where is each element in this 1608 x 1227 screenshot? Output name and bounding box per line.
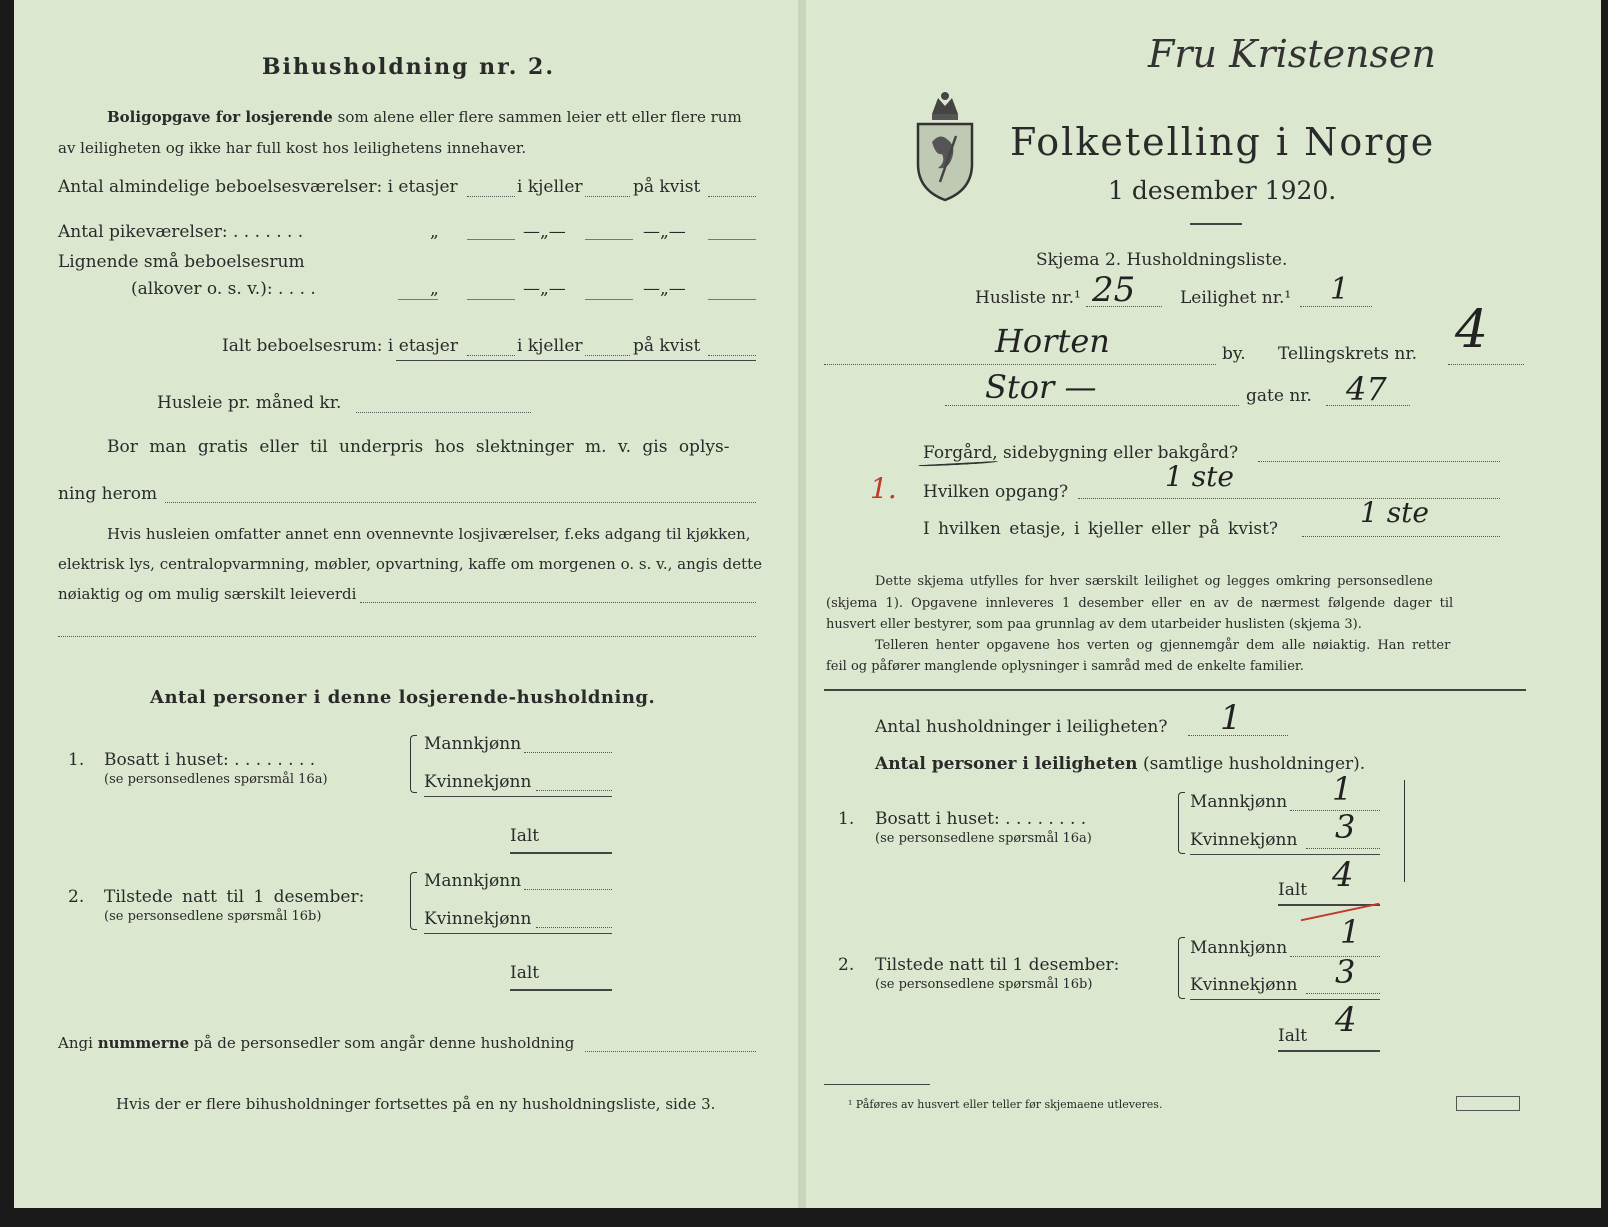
left-q2-label: Tilstede natt til 1 desember:	[104, 887, 365, 907]
left-q1-mann-label: Mannkjønn	[424, 734, 522, 754]
forgaard-label: Forgård, sidebygning eller bakgård?	[923, 443, 1239, 463]
left-q2-brace	[410, 872, 417, 930]
left-q1-rule	[424, 795, 612, 797]
right-q1-mann-label: Mannkjønn	[1190, 792, 1288, 812]
husholdninger-label: Antal husholdninger i leiligheten?	[875, 717, 1168, 737]
husholdninger-field[interactable]	[1188, 734, 1288, 736]
leieverdi-field-2[interactable]	[58, 635, 756, 637]
gratis-field[interactable]	[165, 501, 756, 503]
info-line-2: (skjema 1). Opgavene innleveres 1 desember eller en av de nærmest følgende dager til	[826, 596, 1454, 611]
ialt-kvist-label: på kvist	[633, 336, 701, 356]
intro-rest: som alene eller flere sammen leier ett eller flere rum	[337, 108, 742, 126]
right-q2-mann-value: 1	[1340, 913, 1361, 951]
left-q1-kvinne-field[interactable]	[536, 789, 612, 791]
leieverdi-field[interactable]	[360, 601, 756, 603]
gate-nr-field[interactable]	[1326, 404, 1410, 406]
ialt-etasjer-field[interactable]	[467, 354, 515, 356]
rooms-kjeller-field[interactable]	[585, 195, 630, 197]
ialt-rooms-label: Ialt beboelsesrum: i etasjer	[222, 336, 458, 356]
left-q2-kvinne-field[interactable]	[536, 926, 612, 928]
angi-1: Angi	[58, 1034, 93, 1052]
footnote-rule	[824, 1083, 930, 1085]
by-label: by.	[1222, 344, 1246, 364]
right-persons-heading-rest: (samtlige husholdninger).	[1142, 754, 1366, 774]
husleie-field[interactable]	[356, 411, 531, 413]
rooms-kjeller-label: i kjeller	[517, 177, 583, 197]
right-q2-mann-label: Mannkjønn	[1190, 938, 1288, 958]
right-q1-ialt-value: 4	[1332, 855, 1354, 895]
pike-label: Antal pikeværelser: . . . . . . .	[58, 222, 304, 242]
right-q2-kvinne-field[interactable]	[1306, 992, 1380, 994]
intro-bold: Boligopgave for losjerende	[107, 108, 333, 126]
rooms-kvist-label: på kvist	[633, 177, 701, 197]
right-q1-mann-value: 1	[1332, 770, 1353, 808]
opgang-label: Hvilken opgang?	[923, 482, 1069, 502]
by-value: Horten	[995, 322, 1110, 360]
left-q2-mann-label: Mannkjønn	[424, 871, 522, 891]
left-q1-label: Bosatt i huset: . . . . . . . .	[104, 750, 316, 770]
small-rooms-label-1: Lignende små beboelsesrum	[58, 252, 305, 272]
left-persons-heading: Antal personer i denne losjerende-husholdning.	[150, 687, 656, 708]
left-q1-ialt-label: Ialt	[510, 826, 540, 846]
left-footer: Hvis der er flere bihusholdninger fortsettes på en ny husholdningsliste, side 3.	[116, 1095, 716, 1113]
leilighet-label: Leilighet nr.¹	[1180, 288, 1292, 308]
left-q2-kvinne-label: Kvinnekjønn	[424, 909, 532, 929]
right-date: 1 desember 1920.	[1108, 176, 1337, 205]
krets-field[interactable]	[1448, 363, 1524, 365]
right-q1-kvinne-value: 3	[1335, 808, 1356, 846]
right-q2-label: Tilstede natt til 1 desember:	[875, 955, 1120, 975]
left-q1-sub: (se personsedlenes spørsmål 16a)	[104, 772, 328, 787]
right-q2-kvinne-label: Kvinnekjønn	[1190, 975, 1298, 995]
right-q1-label: Bosatt i huset: . . . . . . . .	[875, 809, 1087, 829]
right-q2-kvinne-value: 3	[1335, 953, 1356, 991]
husliste-label: Husliste nr.¹	[975, 288, 1081, 308]
right-q2-ialt-value: 4	[1335, 1000, 1357, 1040]
para-line-1: Hvis husleien omfatter annet enn ovennevnte losjiværelser, f.eks adgang til kjøkken,	[107, 525, 751, 543]
left-q2-rule	[424, 932, 612, 934]
info-line-5: feil og påfører manglende oplysninger i samråd med de enkelte familier.	[826, 659, 1304, 674]
small-ditto-1: „	[430, 279, 439, 299]
printer-stamp	[1456, 1096, 1520, 1111]
info-line-3: husvert eller bestyrer, som paa grunnlag av dem utarbeider huslisten (skjema 3).	[826, 617, 1362, 632]
title-divider	[1190, 222, 1242, 225]
etasje-value: 1 ste	[1360, 496, 1429, 529]
ialt-underline	[396, 359, 756, 361]
gate-field[interactable]	[945, 404, 1239, 406]
rooms-label: Antal almindelige beboelsesværelser: i etasjer	[58, 177, 458, 197]
left-title: Bihusholdning nr. 2.	[262, 54, 555, 80]
husliste-field[interactable]	[1086, 305, 1162, 307]
gate-label: gate nr.	[1246, 386, 1312, 406]
intro-line-2: av leiligheten og ikke har full kost hos leilighetens innehaver.	[58, 139, 527, 157]
right-q1-kvinne-field[interactable]	[1306, 847, 1380, 849]
krets-label: Tellingskrets nr.	[1278, 344, 1418, 364]
rooms-kvist-field[interactable]	[708, 195, 756, 197]
angi-line	[58, 1034, 574, 1052]
etasje-label: I hvilken etasje, i kjeller eller på kvist?	[923, 519, 1279, 539]
small-etasjer-field[interactable]	[467, 298, 515, 300]
small-ditto-3: —„—	[643, 279, 686, 299]
left-q1-ialt-field[interactable]	[510, 851, 612, 854]
small-kvist-field[interactable]	[708, 298, 756, 300]
pike-kjeller-field[interactable]	[585, 238, 633, 240]
left-q1-mann-field[interactable]	[524, 751, 612, 753]
by-field[interactable]	[824, 363, 1216, 365]
right-q2-sub: (se personsedlene spørsmål 16b)	[875, 977, 1093, 992]
right-q2-brace	[1178, 937, 1185, 999]
left-q2-num: 2.	[68, 887, 85, 907]
ialt-kvist-field[interactable]	[708, 354, 756, 356]
info-line-1: Dette skjema utfylles for hver særskilt leilighet og legges omkring personsedlene	[875, 574, 1433, 589]
pike-kvist-field[interactable]	[708, 238, 756, 240]
etasje-field[interactable]	[1302, 535, 1500, 537]
leilighet-field[interactable]	[1300, 305, 1372, 307]
footnote: ¹ Påføres av husvert eller teller før skjemaene utleveres.	[848, 1098, 1163, 1111]
gate-value: Stor —	[985, 368, 1097, 406]
skjema-label: Skjema 2. Husholdningsliste.	[1036, 250, 1288, 270]
para-line-3: nøiaktig og om mulig særskilt leieverdi	[58, 585, 357, 603]
info-divider	[824, 688, 1526, 691]
right-q2-ialt-label: Ialt	[1278, 1026, 1308, 1046]
para-line-2: elektrisk lys, centralopvarmning, møbler, opvartning, kaffe om morgenen o. s. v., angis dette	[58, 555, 763, 573]
margin-mark: 1.	[870, 472, 897, 505]
gratis-line-1: Bor man gratis eller til underpris hos slektninger m. v. gis oplys-	[107, 437, 730, 457]
intro-line-1	[107, 108, 742, 126]
right-persons-heading-bold: Antal personer i leiligheten	[875, 754, 1138, 774]
ialt-kjeller-field[interactable]	[585, 354, 630, 356]
angi-2: på de personsedler som angår denne husholdning	[193, 1034, 575, 1052]
right-title: Folketelling i Norge	[1010, 120, 1436, 164]
rooms-etasjer-field[interactable]	[467, 195, 515, 197]
forgaard-field[interactable]	[1258, 460, 1500, 462]
gratis-line-2: ning herom	[58, 484, 158, 504]
pike-ditto-2: —„—	[523, 222, 566, 242]
left-q2-ialt-label: Ialt	[510, 963, 540, 983]
left-q2-mann-field[interactable]	[524, 888, 612, 890]
left-q1-brace	[410, 735, 417, 793]
right-q1-kvinne-label: Kvinnekjønn	[1190, 830, 1298, 850]
check-mark-line	[1404, 780, 1405, 882]
leilighet-value: 1	[1330, 272, 1350, 307]
angi-bold: nummerne	[97, 1034, 190, 1052]
left-q1-num: 1.	[68, 750, 85, 770]
angi-field[interactable]	[585, 1050, 756, 1052]
right-persons-heading	[875, 754, 1365, 774]
opgang-value: 1 ste	[1165, 460, 1234, 493]
small-rooms-label-2: (alkover o. s. v.): . . . .	[131, 279, 316, 299]
opgang-field[interactable]	[1078, 497, 1500, 499]
info-line-4: Telleren henter opgavene hos verten og gjennemgår dem alle nøiaktig. Han retter	[875, 638, 1451, 653]
right-q1-num: 1.	[838, 809, 855, 829]
left-q1-kvinne-label: Kvinnekjønn	[424, 772, 532, 792]
ialt-kjeller-label: i kjeller	[517, 336, 583, 356]
left-q2-ialt-field[interactable]	[510, 988, 612, 991]
krets-value: 4	[1455, 300, 1489, 360]
coat-of-arms-icon	[912, 86, 978, 204]
right-q1-sub: (se personsedlene spørsmål 16a)	[875, 831, 1092, 846]
right-q2-num: 2.	[838, 955, 855, 975]
left-q2-sub: (se personsedlene spørsmål 16b)	[104, 909, 322, 924]
right-q1-ialt-label: Ialt	[1278, 880, 1308, 900]
pike-ditto-3: —„—	[643, 222, 686, 242]
husholdninger-value: 1	[1220, 698, 1242, 738]
husliste-value: 25	[1092, 270, 1136, 310]
pike-ditto-1: „	[430, 222, 439, 242]
pike-etasjer-field[interactable]	[467, 238, 515, 240]
small-ditto-2: —„—	[523, 279, 566, 299]
small-kjeller-field[interactable]	[585, 298, 633, 300]
gate-nr-value: 47	[1346, 370, 1387, 408]
husleie-label: Husleie pr. måned kr.	[157, 393, 342, 413]
right-q2-ialt-field[interactable]	[1278, 1049, 1380, 1052]
handwritten-name: Fru Kristensen	[1148, 32, 1436, 76]
right-q1-brace	[1178, 792, 1185, 854]
